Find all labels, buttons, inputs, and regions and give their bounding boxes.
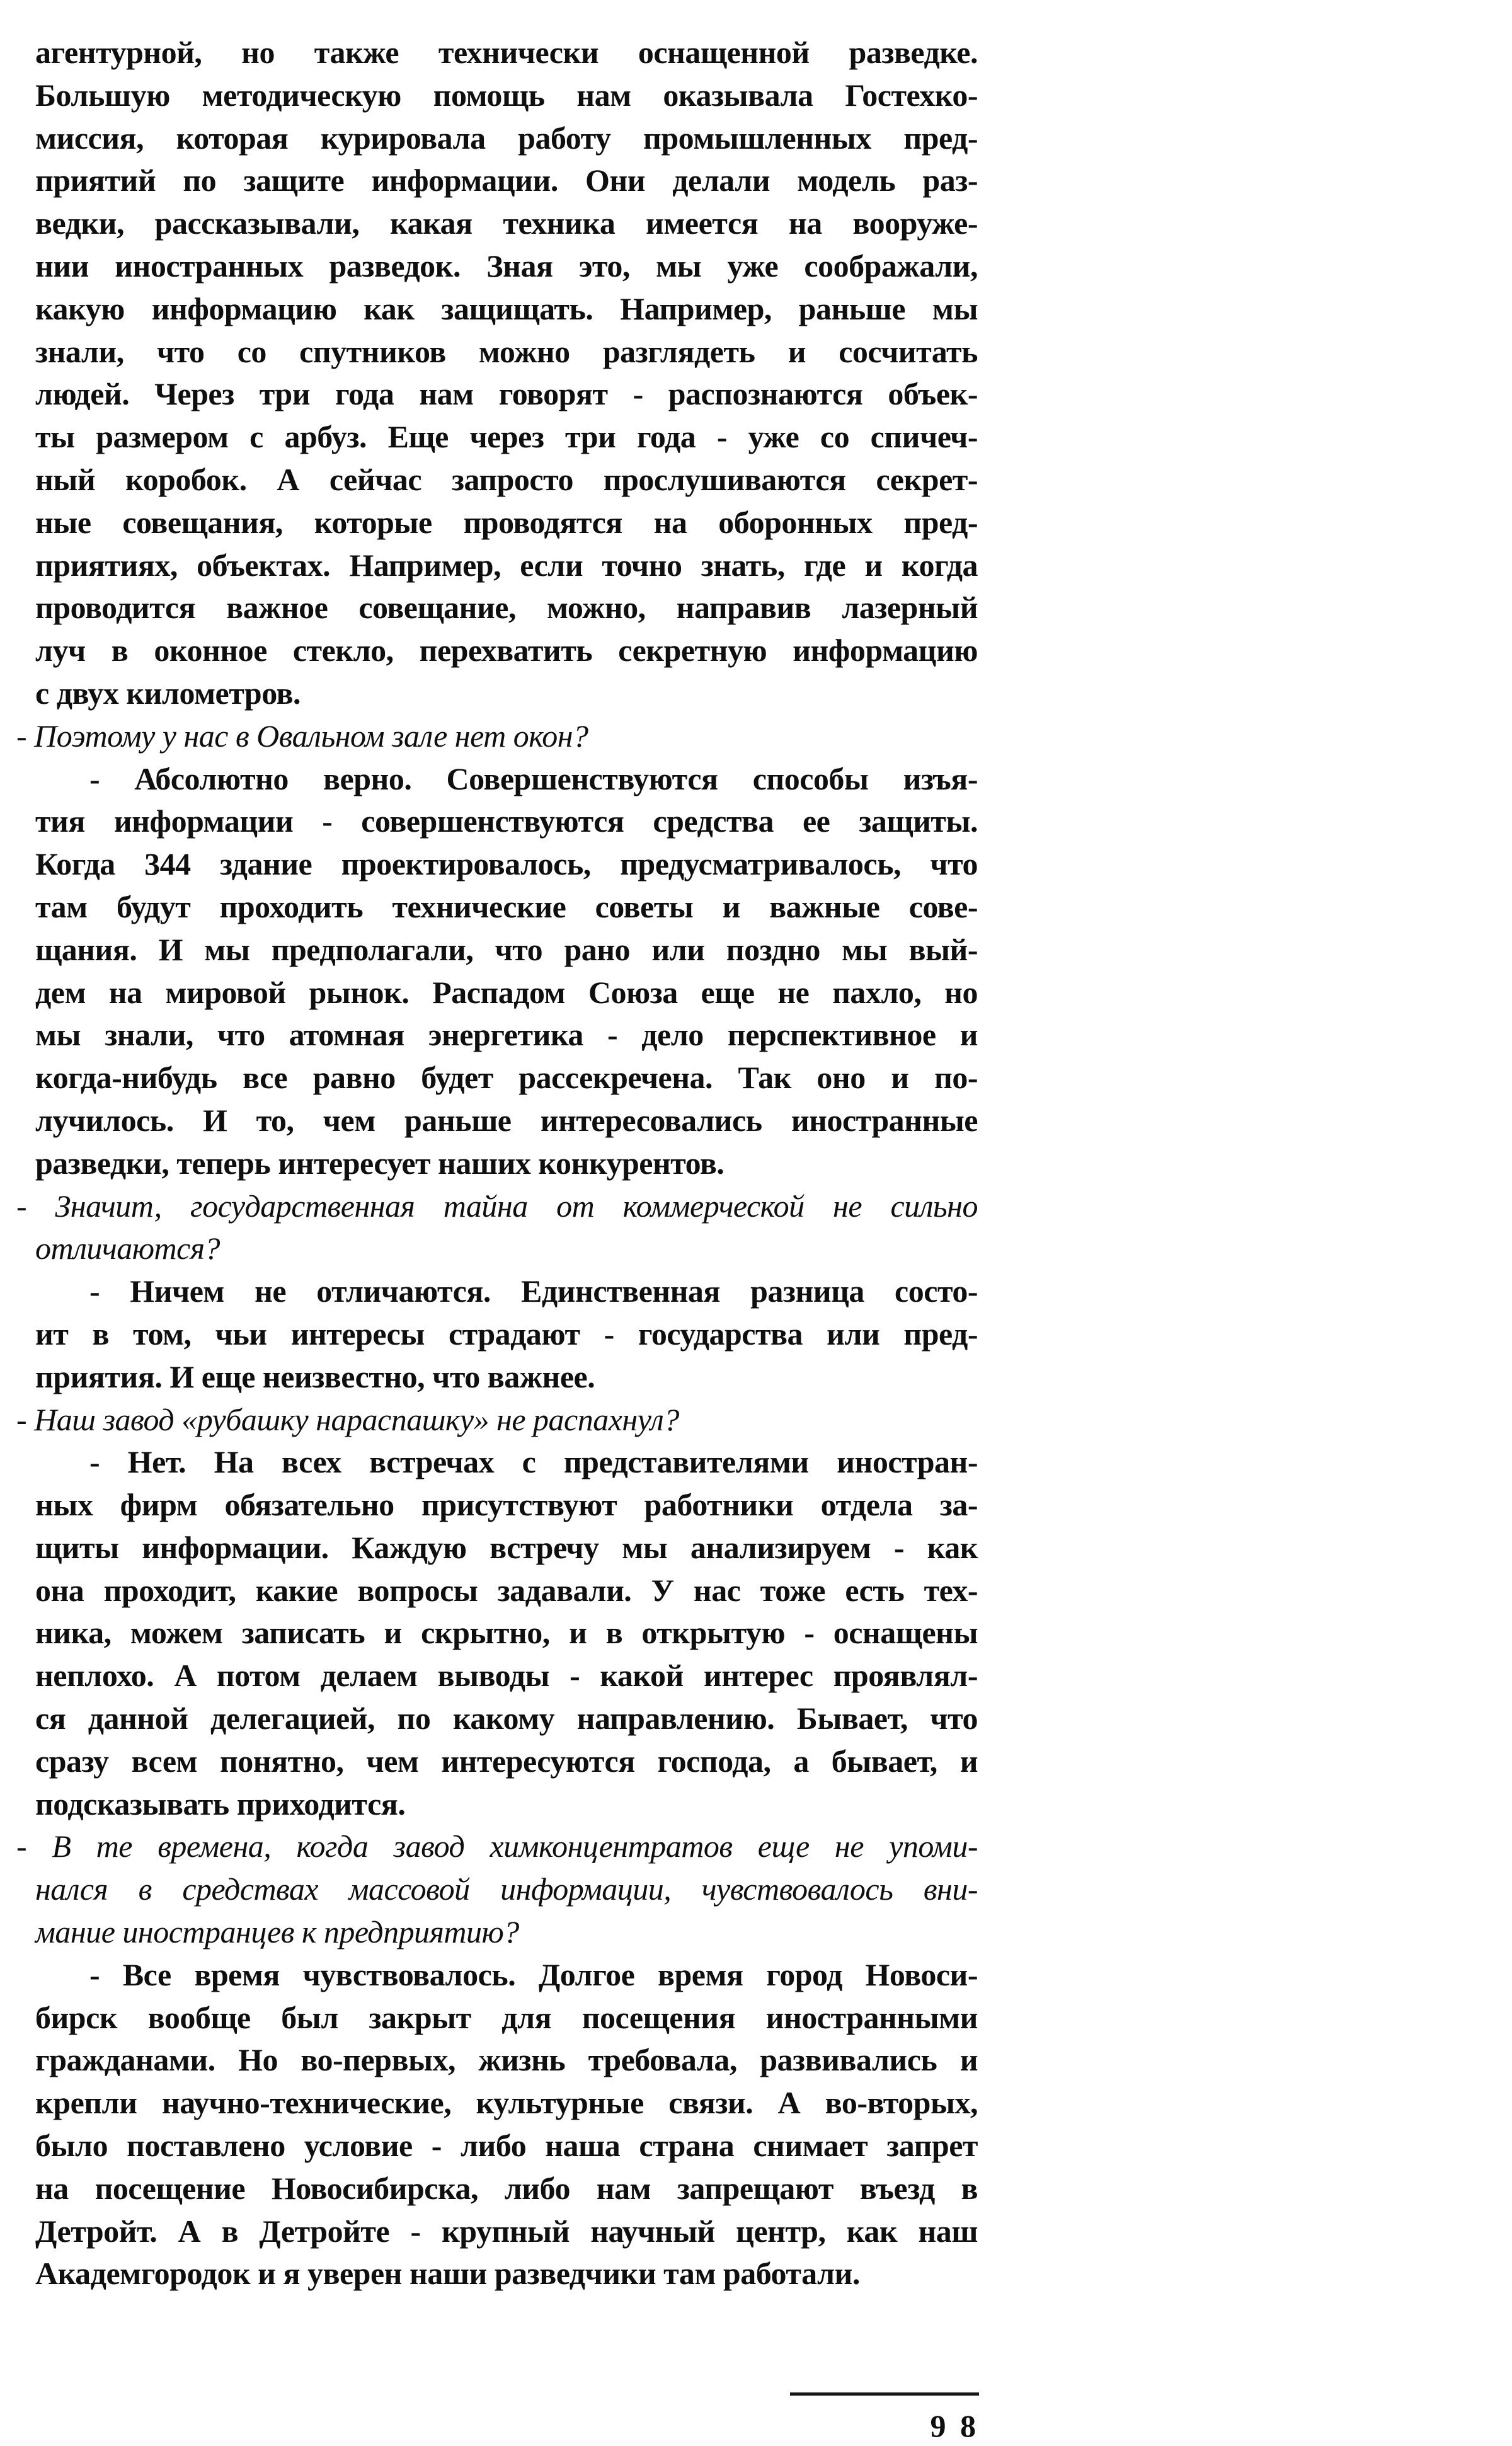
body-text-line: луч в оконное стекло, перехватить секретную информацию: [35, 633, 978, 669]
body-text-line: было поставлено условие - либо наша страна снимает запрет: [35, 2128, 978, 2164]
body-text-line: какую информацию как защищать. Например, раньше мы: [35, 290, 978, 326]
body-text-line: - Ничем не отличаются. Единственная разница состо-: [89, 1273, 978, 1309]
body-text-line: ты размером с арбуз. Еще через три года - уже со спичеч-: [35, 419, 978, 455]
body-text-line: гражданами. Но во-первых, жизнь требовала, развивались и: [35, 2042, 978, 2078]
body-text-line: она проходит, какие вопросы задавали. У нас тоже есть тех-: [35, 1572, 978, 1608]
body-text-line: щиты информации. Каждую встречу мы анализируем - как: [35, 1529, 978, 1565]
body-text-line: Большую методическую помощь нам оказывала Гостехко-: [35, 77, 978, 113]
body-text-line: там будут проходить технические советы и важные сове-: [35, 888, 978, 924]
question-text-line: - Значит, государственная тайна от коммерческой не сильно: [16, 1188, 978, 1224]
question-text-line: мание иностранцев к предприятию?: [35, 1914, 519, 1950]
body-text-line: - Абсолютно верно. Совершенствуются способы изъя-: [89, 761, 978, 796]
body-text-line: щания. И мы предполагали, что рано или поздно мы вый-: [35, 931, 978, 967]
body-text-line: тия информации - совершенствуются средства ее защиты.: [35, 803, 978, 839]
page-number: 9 8: [930, 2408, 979, 2443]
body-text-line: ные совещания, которые проводятся на оборонных пред-: [35, 504, 978, 540]
body-text-line: ных фирм обязательно присутствуют работники отдела за-: [35, 1487, 978, 1523]
body-text-line: ся данной делегацией, по какому направлению. Бывает, что: [35, 1701, 978, 1737]
body-text-line: ит в том, чьи интересы страдают - государства или пред-: [35, 1316, 978, 1352]
body-text-line: на посещение Новосибирска, либо нам запрещают въезд в: [35, 2170, 978, 2206]
question-text-line: - В те времена, когда завод химконцентратов еще не упоми-: [16, 1829, 978, 1864]
question-text-line: - Поэтому у нас в Овальном зале нет окон?: [16, 718, 588, 754]
body-text-line: крепли научно-технические, культурные связи. А во-вторых,: [35, 2085, 978, 2121]
body-text-line: Академгородок и я уверен наши разведчики там работали.: [35, 2256, 860, 2292]
question-text-line: - Наш завод «рубашку нараспашку» не распахнул?: [16, 1401, 679, 1437]
body-text-line: с двух километров.: [35, 675, 301, 711]
body-text-line: бирск вообще был закрыт для посещения иностранными: [35, 1999, 978, 2035]
body-text-line: приятий по защите информации. Они делали модель раз-: [35, 163, 978, 198]
question-text-line: нался в средствах массовой информации, чувствовалось вни-: [35, 1871, 978, 1907]
body-text-line: миссия, которая курировала работу промышленных пред-: [35, 120, 978, 156]
body-text-line: агентурной, но также технически оснащенной разведке.: [35, 35, 978, 70]
question-text-line: отличаются?: [35, 1231, 220, 1266]
body-text-line: ный коробок. А сейчас запросто прослушиваются секрет-: [35, 461, 978, 497]
body-text-line: - Нет. На всех встречах с представителями иностран-: [89, 1444, 978, 1480]
body-text-line: неплохо. А потом делаем выводы - какой интерес проявлял-: [35, 1658, 978, 1694]
body-text-line: ника, можем записать и скрытно, и в открытую - оснащены: [35, 1615, 978, 1651]
body-text-line: лучилось. И то, чем раньше интересовались иностранные: [35, 1102, 978, 1138]
body-text-line: людей. Через три года нам говорят - распознаются объек-: [35, 376, 978, 412]
body-text-line: знали, что со спутников можно разглядеть и сосчитать: [35, 333, 978, 369]
body-text-line: Когда 344 здание проектировалось, предусматривалось, что: [35, 846, 978, 882]
body-text-line: разведки, теперь интересует наших конкурентов.: [35, 1145, 724, 1181]
body-text-line: ведки, рассказывали, какая техника имеется на вооруже-: [35, 205, 978, 241]
body-text-line: когда-нибудь все равно будет рассекречена. Так оно и по-: [35, 1060, 978, 1096]
body-text-line: Детройт. А в Детройте - крупный научный центр, как наш: [35, 2213, 978, 2249]
footer-rule: [790, 2392, 979, 2396]
page-text: [16, 32, 978, 2295]
body-text-line: приятиях, объектах. Например, если точно знать, где и когда: [35, 547, 978, 583]
body-text-line: - Все время чувствовалось. Долгое время город Новоси-: [89, 1956, 978, 1992]
body-text-line: нии иностранных разведок. Зная это, мы уже соображали,: [35, 248, 978, 284]
body-text-line: проводится важное совещание, можно, направив лазерный: [35, 590, 978, 626]
body-text-line: дем на мировой рынок. Распадом Союза еще не пахло, но: [35, 974, 978, 1010]
body-text-line: приятия. И еще неизвестно, что важнее.: [35, 1358, 595, 1394]
body-text-line: сразу всем понятно, чем интересуются господа, а бывает, и: [35, 1743, 978, 1779]
body-text-line: мы знали, что атомная энергетика - дело перспективное и: [35, 1017, 978, 1053]
body-text-line: подсказывать приходится.: [35, 1786, 406, 1822]
